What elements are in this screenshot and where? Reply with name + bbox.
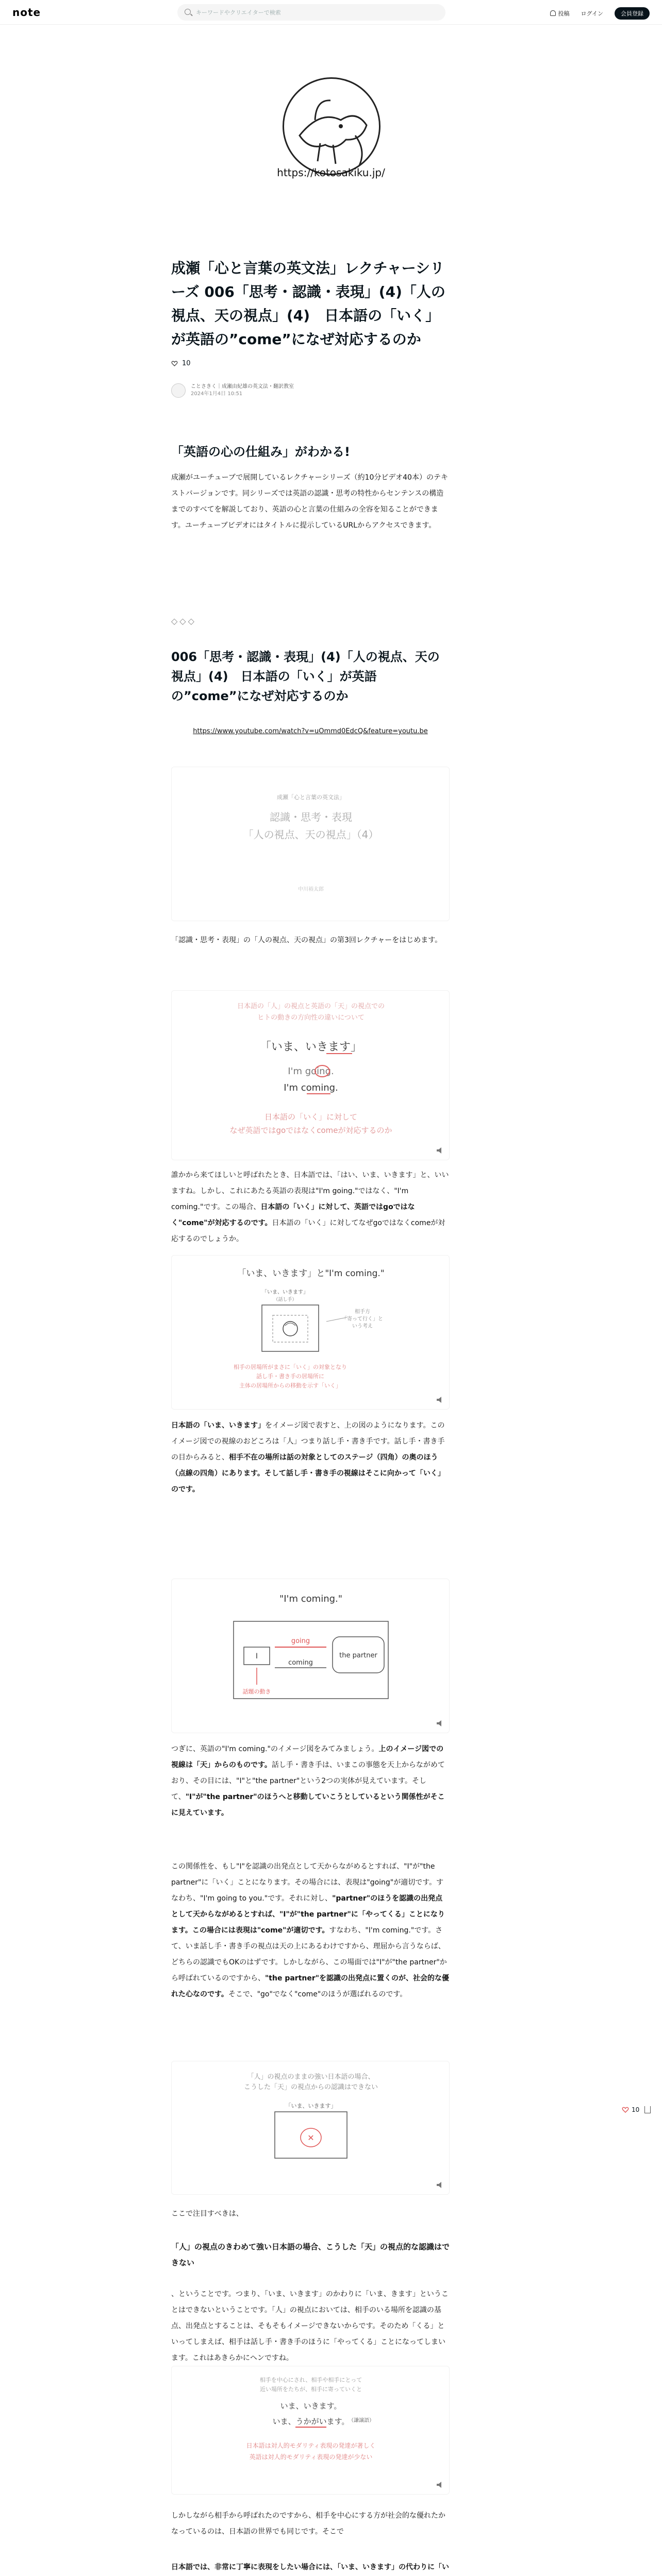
c2-top-2: ヒトの動きの方向性の違いについて bbox=[257, 1014, 365, 1022]
search-bar[interactable] bbox=[177, 4, 445, 21]
c4-label: 話題の動き bbox=[242, 1688, 271, 1695]
paragraph-9: しかしながら相手から呼ばれたのですから、相手を中心にする方が社会的な優れたかなっているのは、日本語の世界でも同じです。そこで bbox=[171, 2512, 445, 2536]
share-icon[interactable] bbox=[644, 2106, 651, 2113]
side-actions bbox=[622, 2106, 651, 2113]
c6-b2: 英語は対人的モダリティ表現の発達が少ない bbox=[249, 2453, 373, 2461]
c2-en1: I'm going. bbox=[288, 1066, 334, 1077]
c6-tag: （謙譲語） bbox=[349, 2418, 374, 2424]
c3-caption-2: 話し手・書き手の居場所に bbox=[256, 1373, 324, 1380]
c2-en2: I'm coming. bbox=[284, 1082, 338, 1093]
c2-bottom-2: なぜ英語ではgoではなくcomeが対応するのか bbox=[229, 1126, 392, 1135]
signup-button[interactable]: 会員登録 bbox=[615, 7, 650, 20]
search-input[interactable] bbox=[196, 6, 433, 19]
c3-title: 「いま、いきます」と"I'm coming." bbox=[237, 1268, 385, 1279]
like-count[interactable]: 10 bbox=[171, 360, 191, 367]
author-avatar[interactable] bbox=[171, 383, 186, 398]
c6-jp1: いま、いきます。 bbox=[280, 2401, 342, 2411]
creator-site-url[interactable]: https://kotosakiku.jp/ bbox=[277, 166, 385, 179]
article-title: 成瀬「心と言葉の英文法」レクチャーシリーズ 006「思考・認識・表現」(4)「人の視点、天の視点」(4) 日本語の「いく」が英語の”come”になぜ対応するのか bbox=[171, 260, 445, 348]
c6-jp2: いま、うかがいます。 bbox=[272, 2417, 350, 2426]
c4-title: "I'm coming." bbox=[279, 1594, 343, 1604]
c4-coming: coming bbox=[288, 1659, 313, 1667]
top-header bbox=[0, 0, 662, 25]
section-heading-2: 006「思考・認識・表現」(4)「人の視点、天の視点」(4) 日本語の「いく」が英語の”come”になぜ対応するのか bbox=[171, 650, 440, 703]
slide-image-coming bbox=[171, 1579, 450, 1733]
heart-icon[interactable] bbox=[171, 360, 178, 367]
c3-b2: （話し手） bbox=[273, 1297, 297, 1302]
side-like-button[interactable]: 10 bbox=[622, 2106, 639, 2113]
youtube-link[interactable]: https://www.youtube.com/watch?v=uOmmd0EdcQ&feature=youtu.be bbox=[193, 727, 428, 735]
post-button[interactable]: 投稿 bbox=[550, 9, 570, 18]
c6-b1: 日本語は対人的モダリティ表現の発達が著しく bbox=[246, 2442, 376, 2449]
c3-caption-3: 主体の居場所からの移動を示す「いく」 bbox=[239, 1382, 341, 1389]
separator: ◇◇◇ bbox=[171, 616, 196, 626]
c2-top-1: 日本語の「人」の視点と英語の「天」の視点での bbox=[237, 1003, 385, 1010]
paragraph-7: ここで注目すべきは、 bbox=[171, 2210, 243, 2218]
c6-l1: 相手を中心にされ、相手や相手にとって bbox=[259, 2377, 362, 2383]
c4-going: going bbox=[291, 1637, 310, 1645]
slide-human-view bbox=[171, 2061, 450, 2195]
c2-jp: 「いま、いきます」 bbox=[259, 1041, 362, 1054]
c3-caption-1: 相手の居場所がまさに「いく」の対象となり bbox=[234, 1364, 347, 1370]
c2-bottom-1: 日本語の「いく」に対して bbox=[264, 1112, 358, 1122]
note-logo[interactable]: note bbox=[12, 6, 41, 19]
c6-l2: 近い場所をたちが、相手に寄っていくと bbox=[260, 2386, 362, 2393]
c3-right1: 相手方 bbox=[355, 1309, 370, 1315]
paragraph-3: 誰かから来てほしいと呼ばれたとき、日本語では、「はい、いま、いきます」と、いいますね。しかし、これにあたる英語の表現は"I'm going."ではなく、"I'm coming."です。この場合、日本語の「いく」に対して、英語ではgoではなく"come"が対応するのです。日本語の「いく」に対してなぜgoではなくcomeが対応するのでしょうか。 bbox=[171, 1171, 449, 1243]
speaker-icon bbox=[437, 1147, 441, 1154]
section-heading-1: 「英語の心の仕組み」がわかる! bbox=[171, 445, 350, 459]
c5-l1: 「人」の視点のままの強い日本語の場合、 bbox=[247, 2073, 375, 2081]
c3-b1: 「いま、いきます」 bbox=[262, 1290, 308, 1295]
slide-honorific bbox=[171, 2366, 450, 2495]
side-heart-icon bbox=[622, 2106, 629, 2113]
header-actions bbox=[550, 7, 650, 20]
login-link[interactable]: ログイン bbox=[581, 10, 603, 17]
title-slide-card bbox=[171, 767, 450, 921]
slide-small-caption: 成瀬「心と言葉の英文法」 bbox=[277, 794, 345, 801]
c4-me: I bbox=[255, 1652, 258, 1660]
c3-right3: いう考え bbox=[352, 1324, 373, 1329]
c3-right2: 「寄って行く」と bbox=[342, 1316, 383, 1322]
svg-text:✕: ✕ bbox=[307, 2133, 315, 2143]
paragraph-5: つぎに、英語の"I'm coming."のイメージ図をみてみましょう。上のイメージ図での視線は「天」からのものです。話し手・書き手は、いまこの事態を天上からながめており、その目には、"I"と"the partner"という2つの実体が見えています。そして、"I"が"the partner"のほうへと移動していこうとしているという関係性がそこに見えています。 bbox=[171, 1745, 445, 1817]
c5-speech: 「いま、いきます」 bbox=[285, 2103, 337, 2109]
author-info[interactable] bbox=[171, 383, 294, 398]
c4-partner: the partner bbox=[339, 1652, 377, 1659]
author-name[interactable]: ことさきく｜成瀬由紀雄の英文法・翻訳教室 bbox=[191, 384, 294, 389]
slide-line-1: 認識・思考・表現 bbox=[270, 811, 352, 823]
pen-icon bbox=[550, 10, 556, 16]
slide-line-2: 「人の視点、天の視点」（4） bbox=[243, 828, 379, 841]
creator-avatar[interactable] bbox=[283, 77, 380, 175]
c5-l2: こうした「天」の視点からの認識はできない bbox=[243, 2083, 378, 2091]
paragraph-7b: 「人」の視点のきわめて強い日本語の場合、こうした「天」の視点的な認識はできない bbox=[171, 2242, 450, 2267]
paragraph-10: 日本語では、非常に丁寧に表現をしたい場合には、「いま、いきます」の代わりに「い bbox=[171, 2563, 449, 2571]
paragraph-6: この関係性を、もし"I"を認識の出発点として天からながめるとすれば、"I"が"the partner"に「いく」ことになります。その場合には、表現は"going"が適切です。すなわち、"I'm going to you."です。それに対し、"partner"のほうを認識の出発点として天からながめるとすれば、"I"が"the partner"に「やってくる」ことになります。この場合には表現は"come"が適切です。すなわち、"I'm coming."です。さて、いま話し手・書き手の視点は天の上にあるわけですから、理屈から言うならば、どちらの認識でもOKのはずです。しかしながら、この場面では"I"が"the partner"から呼ばれているのですから、"the partner"を認識の出発点に置くのが、社会的な優れた心なのです。そこで、"go"でなく"come"のほうが選ばれるのです。 bbox=[171, 1862, 450, 1998]
intro-paragraph: 成瀬がユーチューブで展開しているレクチャーシリーズ（約10分ビデオ40本）のテキストバージョンです。同シリーズでは英語の認識・思考の特性からセンテンスの構造までのすべてを解説しており、英語の心と言葉の仕組みの全容を知ることができます。ユーチューブビデオにはタイトルに提示しているURLからアクセスできます。 bbox=[171, 473, 448, 530]
paragraph-4: 日本語の「いま、いきます」をイメージ図で表すと、上の図のようになります。このイメージ図での視線のおどころは「人」つまり話し手・書き手です。話し手・書き手の目からみると、相手不在の場所は話の対象としてのステージ（四角）の奥のほう（点線の四角）にあります。そして話し手・書き手の視線はそこに向かって「いく」のです。 bbox=[171, 1421, 445, 1494]
post-date: 2024年1月4日 10:51 bbox=[191, 391, 243, 397]
search-icon bbox=[185, 9, 191, 15]
slide-author: 中川裕太郎 bbox=[298, 887, 324, 892]
slide-going-coming bbox=[171, 990, 450, 1160]
lecture-intro: 「認識・思考・表現」の「人の視点、天の視点」の第3回レクチャーをはじめます。 bbox=[171, 936, 442, 944]
paragraph-8: 、ということです。つまり、「いま、いきます」のかわりに「いま、きます」ということはできないということです。「人」の視点においては、相手のいる場所を認識の基点、出発点とすることは、そもそもイメージできないからです。そのため「くる」といってしまえば、相手は話し手・書き手のほうに「やってくる」ことになってしまいます。これはあきらかにヘンですね。 bbox=[171, 2290, 449, 2362]
slide-image-going bbox=[171, 1255, 450, 1410]
